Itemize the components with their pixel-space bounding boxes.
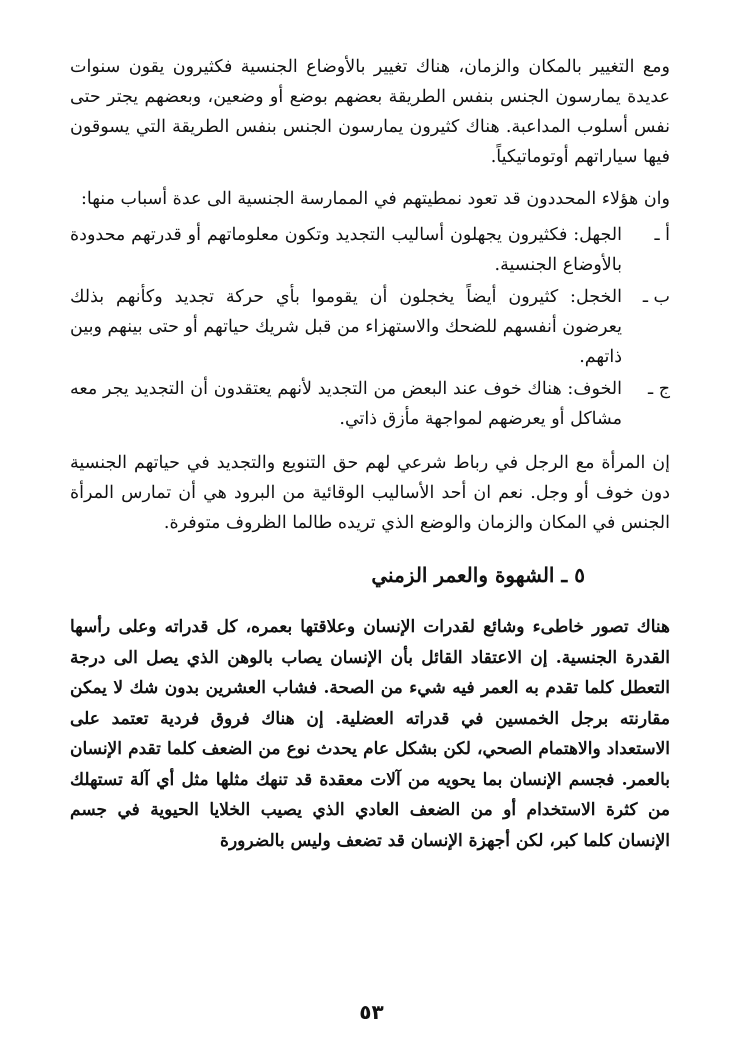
- section-heading: ٥ ـ الشهوة والعمر الزمني: [371, 563, 585, 587]
- list-item-ignorance: [70, 220, 670, 280]
- list-item-text: الخوف: هناك خوف عند البعض من التجديد لأنهم يعتقدون أن التجديد يجر معه مشاكل أو يعرضهم لمواجهة مأزق ذاتي.: [70, 379, 622, 429]
- paragraph-age-capabilities: هناك تصور خاطىء وشائع لقدرات الإنسان وعلاقتها بعمره، كل قدراته وعلى رأسها القدرة الجنسية. إن الاعتقاد القائل بأن الإنسان يصاب بالوهن الذي يصل الى درجة التعطل كلما تقدم به العمر فيه شيء من الصحة. فشاب العشرين بدون شك لا يمكن مقارنته برجل الخمسين في قدراته العضلية. إن هناك فروق فردية تعتمد على الاستعداد والاهتمام الصحي، لكن بشكل عام يحدث نوع من الضعف كلما تقدم الإنسان بالعمر. فجسم الإنسان بما يحويه من آلات معقدة قد تنهك مثلها مثل أي آلة تستهلك من كثرة الاستخدام أو من الضعف العادي الذي يصيب الخلايا الحيوية في جسم الإنسان كلما كبر، لكن أجهزة الإنسان قد تضعف وليس بالضرورة: [70, 617, 670, 851]
- list-item-shyness: [70, 282, 670, 372]
- paragraph-lawful-variety: إن المرأة مع الرجل في رباط شرعي لهم حق التنويع والتجديد في حياتهم الجنسية دون خوف أو وجل. نعم ان أحد الأساليب الوقائية من البرود هي أن تمارس المرأة الجنس في المكان والزمان والوضع الذي تريده طالما الظروف متوفرة.: [70, 453, 670, 533]
- book-page: [70, 52, 670, 856]
- list-item-text: الخجل: كثيرون أيضاً يخجلون أن يقوموا بأي حركة تجديد وكأنهم بذلك يعرضون أنفسهم للضحك والاستهزاء من قبل شريك حياتهم أو حتى بينهم وبين ذاتهم.: [70, 287, 622, 367]
- list-marker: أ ـ: [654, 225, 670, 245]
- page-number: ٥٣: [359, 1000, 384, 1024]
- paragraph-reasons-intro: وان هؤلاء المحددون قد تعود نمطيتهم في الممارسة الجنسية الى عدة أسباب منها:: [81, 189, 670, 209]
- list-item-text: الجهل: فكثيرون يجهلون أساليب التجديد وتكون معلوماتهم أو قدرتهم محدودة بالأوضاع الجنسية.: [70, 225, 622, 275]
- list-item-fear: [70, 374, 670, 434]
- list-marker: ب ـ: [642, 287, 670, 307]
- reasons-list: [70, 220, 670, 434]
- paragraph-positions-change: ومع التغيير بالمكان والزمان، هناك تغيير بالأوضاع الجنسية فكثيرون يقون سنوات عديدة يمارسون الجنس بنفس الطريقة بعضهم بوضع أو وضعين، وبعضهم يجتر حتى نفس أسلوب المداعبة. هناك كثيرون يمارسون الجنس بنفس الطريقة التي يسوقون فيها سياراتهم أوتوماتيكياً.: [70, 57, 670, 167]
- list-marker: ج ـ: [648, 379, 670, 399]
